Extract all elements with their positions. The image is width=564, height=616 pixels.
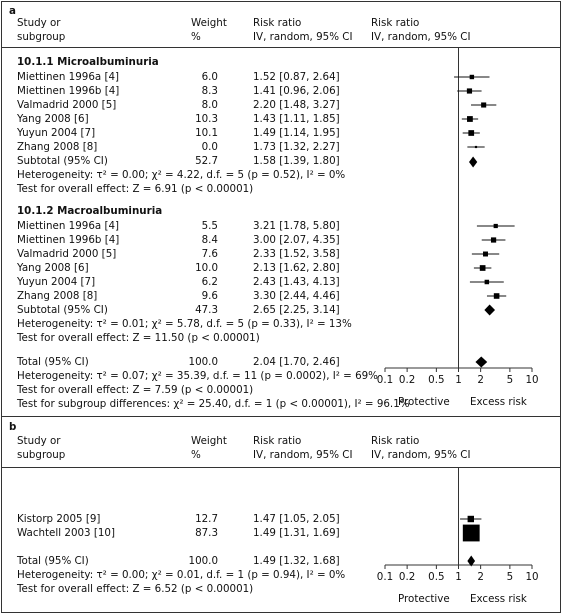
study-rr: 3.30 [2.44, 4.46] bbox=[253, 290, 340, 302]
x-tick-label: 1 bbox=[455, 374, 462, 386]
header-subgroup: subgroup bbox=[17, 31, 66, 43]
total-heterogeneity-text: Heterogeneity: τ² = 0.07; χ² = 35.39, d.f. = 11 (p = 0.0002), I² = 69% bbox=[17, 370, 378, 382]
study-rr: 1.41 [0.96, 2.06] bbox=[253, 85, 340, 97]
header-weight: Weight bbox=[191, 435, 227, 447]
study-rr: 1.73 [1.32, 2.27] bbox=[253, 141, 340, 153]
study-name: Yang 2008 [6] bbox=[17, 262, 89, 274]
axis-label-excess-risk: Excess risk bbox=[470, 593, 527, 605]
study-rr: 3.21 [1.78, 5.80] bbox=[253, 220, 340, 232]
x-tick-label: 5 bbox=[506, 374, 514, 386]
subtotal-label: Subtotal (95% CI) bbox=[17, 304, 108, 316]
study-rr: 2.33 [1.52, 3.58] bbox=[253, 248, 340, 260]
header-plot-risk-ratio: Risk ratio bbox=[371, 17, 420, 29]
study-weight: 8.0 bbox=[201, 99, 218, 111]
study-name: Wachtell 2003 [10] bbox=[17, 527, 116, 539]
panel-b-label: b bbox=[9, 421, 17, 433]
study-name: Miettinen 1996b [4] bbox=[17, 234, 120, 246]
study-name: Zhang 2008 [8] bbox=[17, 141, 98, 153]
study-weight: 8.4 bbox=[201, 234, 218, 246]
study-name: Zhang 2008 [8] bbox=[17, 290, 98, 302]
subtotal-rr: 1.58 [1.39, 1.80] bbox=[253, 155, 340, 167]
header-plot-method: IV, random, 95% CI bbox=[371, 31, 471, 43]
study-rr: 1.49 [1.31, 1.69] bbox=[253, 527, 340, 539]
subgroup-differences-text: Test for subgroup differences: χ² = 25.40, d.f. = 1 (p < 0.00001), I² = 96.1% bbox=[17, 398, 410, 410]
total-overall-effect-text: Test for overall effect: Z = 7.59 (p < 0.00001) bbox=[17, 384, 254, 396]
x-tick-label: 0.1 bbox=[376, 571, 394, 583]
study-weight: 87.3 bbox=[195, 527, 218, 539]
x-tick-label: 0.1 bbox=[376, 374, 394, 386]
x-tick-label: 2 bbox=[477, 571, 484, 583]
study-name: Valmadrid 2000 [5] bbox=[17, 99, 117, 111]
total-rr: 2.04 [1.70, 2.46] bbox=[253, 356, 340, 368]
axis-label-protective: Protective bbox=[398, 396, 450, 408]
study-name: Valmadrid 2000 [5] bbox=[17, 248, 117, 260]
point-estimate bbox=[468, 516, 474, 522]
study-rr: 3.00 [2.07, 4.35] bbox=[253, 234, 340, 246]
panel-a-label: a bbox=[9, 5, 16, 17]
study-rr: 2.20 [1.48, 3.27] bbox=[253, 99, 340, 111]
study-rr: 1.49 [1.14, 1.95] bbox=[253, 127, 340, 139]
total-label: Total (95% CI) bbox=[17, 356, 89, 368]
overall-effect-text: Test for overall effect: Z = 6.52 (p < 0.00001) bbox=[17, 583, 254, 595]
subtotal-rr: 2.65 [2.25, 3.14] bbox=[253, 304, 340, 316]
forest-plot-b bbox=[2, 2, 562, 614]
header-risk-ratio-method: IV, random, 95% CI bbox=[253, 449, 353, 461]
study-weight: 10.3 bbox=[195, 113, 218, 125]
subtotal-weight: 52.7 bbox=[195, 155, 218, 167]
header-risk-ratio: Risk ratio bbox=[253, 17, 302, 29]
header-study: Study or bbox=[17, 17, 61, 29]
study-weight: 9.6 bbox=[201, 290, 218, 302]
study-weight: 7.6 bbox=[201, 248, 218, 260]
study-rr: 1.43 [1.11, 1.85] bbox=[253, 113, 340, 125]
axis-label-excess-risk: Excess risk bbox=[470, 396, 527, 408]
study-weight: 10.1 bbox=[195, 127, 218, 139]
study-weight: 12.7 bbox=[195, 513, 218, 525]
subtotal-weight: 47.3 bbox=[195, 304, 218, 316]
study-name: Yuyun 2004 [7] bbox=[17, 127, 96, 139]
study-name: Kistorp 2005 [9] bbox=[17, 513, 101, 525]
header-weight-unit: % bbox=[191, 31, 201, 43]
header-risk-ratio: Risk ratio bbox=[253, 435, 302, 447]
header-risk-ratio-method: IV, random, 95% CI bbox=[253, 31, 353, 43]
header-plot-method: IV, random, 95% CI bbox=[371, 449, 471, 461]
group-title-macro: 10.1.2 Macroalbuminuria bbox=[17, 205, 163, 217]
total-rr: 1.49 [1.32, 1.68] bbox=[253, 555, 340, 567]
study-weight: 6.2 bbox=[201, 276, 218, 288]
axis-label-protective: Protective bbox=[398, 593, 450, 605]
x-tick-label: 10 bbox=[525, 571, 539, 583]
study-weight: 8.3 bbox=[201, 85, 218, 97]
header-weight-unit: % bbox=[191, 449, 201, 461]
total-label: Total (95% CI) bbox=[17, 555, 89, 567]
subtotal-label: Subtotal (95% CI) bbox=[17, 155, 108, 167]
study-rr: 2.13 [1.62, 2.80] bbox=[253, 262, 340, 274]
study-weight: 5.5 bbox=[201, 220, 218, 232]
study-rr: 2.43 [1.43, 4.13] bbox=[253, 276, 340, 288]
x-tick-label: 1 bbox=[455, 571, 462, 583]
study-name: Yang 2008 [6] bbox=[17, 113, 89, 125]
x-tick-label: 0.5 bbox=[428, 571, 445, 583]
study-name: Miettinen 1996a [4] bbox=[17, 71, 120, 83]
study-name: Miettinen 1996a [4] bbox=[17, 220, 120, 232]
study-weight: 6.0 bbox=[201, 71, 218, 83]
x-tick-label: 5 bbox=[506, 571, 514, 583]
x-tick-label: 2 bbox=[477, 374, 484, 386]
point-estimate bbox=[463, 525, 480, 542]
study-name: Miettinen 1996b [4] bbox=[17, 85, 120, 97]
overall-effect-text: Test for overall effect: Z = 11.50 (p < 0.00001) bbox=[17, 332, 260, 344]
header-subgroup: subgroup bbox=[17, 449, 66, 461]
x-tick-label: 10 bbox=[525, 374, 539, 386]
header-weight: Weight bbox=[191, 17, 227, 29]
heterogeneity-text: Heterogeneity: τ² = 0.01; χ² = 5.78, d.f. = 5 (p = 0.33), I² = 13% bbox=[17, 318, 352, 330]
total-weight: 100.0 bbox=[188, 555, 218, 567]
header-study: Study or bbox=[17, 435, 61, 447]
x-tick-label: 0.5 bbox=[428, 374, 445, 386]
study-rr: 1.47 [1.05, 2.05] bbox=[253, 513, 340, 525]
figure-frame bbox=[1, 1, 561, 613]
heterogeneity-text: Heterogeneity: τ² = 0.00; χ² = 4.22, d.f. = 5 (p = 0.52), I² = 0% bbox=[17, 169, 346, 181]
study-weight: 10.0 bbox=[195, 262, 218, 274]
x-tick-label: 0.2 bbox=[398, 571, 416, 583]
group-title-micro: 10.1.1 Microalbuminuria bbox=[17, 56, 159, 68]
total-weight: 100.0 bbox=[188, 356, 218, 368]
x-tick-label: 0.2 bbox=[398, 374, 416, 386]
study-name: Yuyun 2004 [7] bbox=[17, 276, 96, 288]
overall-effect-text: Test for overall effect: Z = 6.91 (p < 0.00001) bbox=[17, 183, 254, 195]
heterogeneity-text: Heterogeneity: τ² = 0.00; χ² = 0.01, d.f. = 1 (p = 0.94), I² = 0% bbox=[17, 569, 346, 581]
study-weight: 0.0 bbox=[201, 141, 218, 153]
study-rr: 1.52 [0.87, 2.64] bbox=[253, 71, 340, 83]
header-plot-risk-ratio: Risk ratio bbox=[371, 435, 420, 447]
